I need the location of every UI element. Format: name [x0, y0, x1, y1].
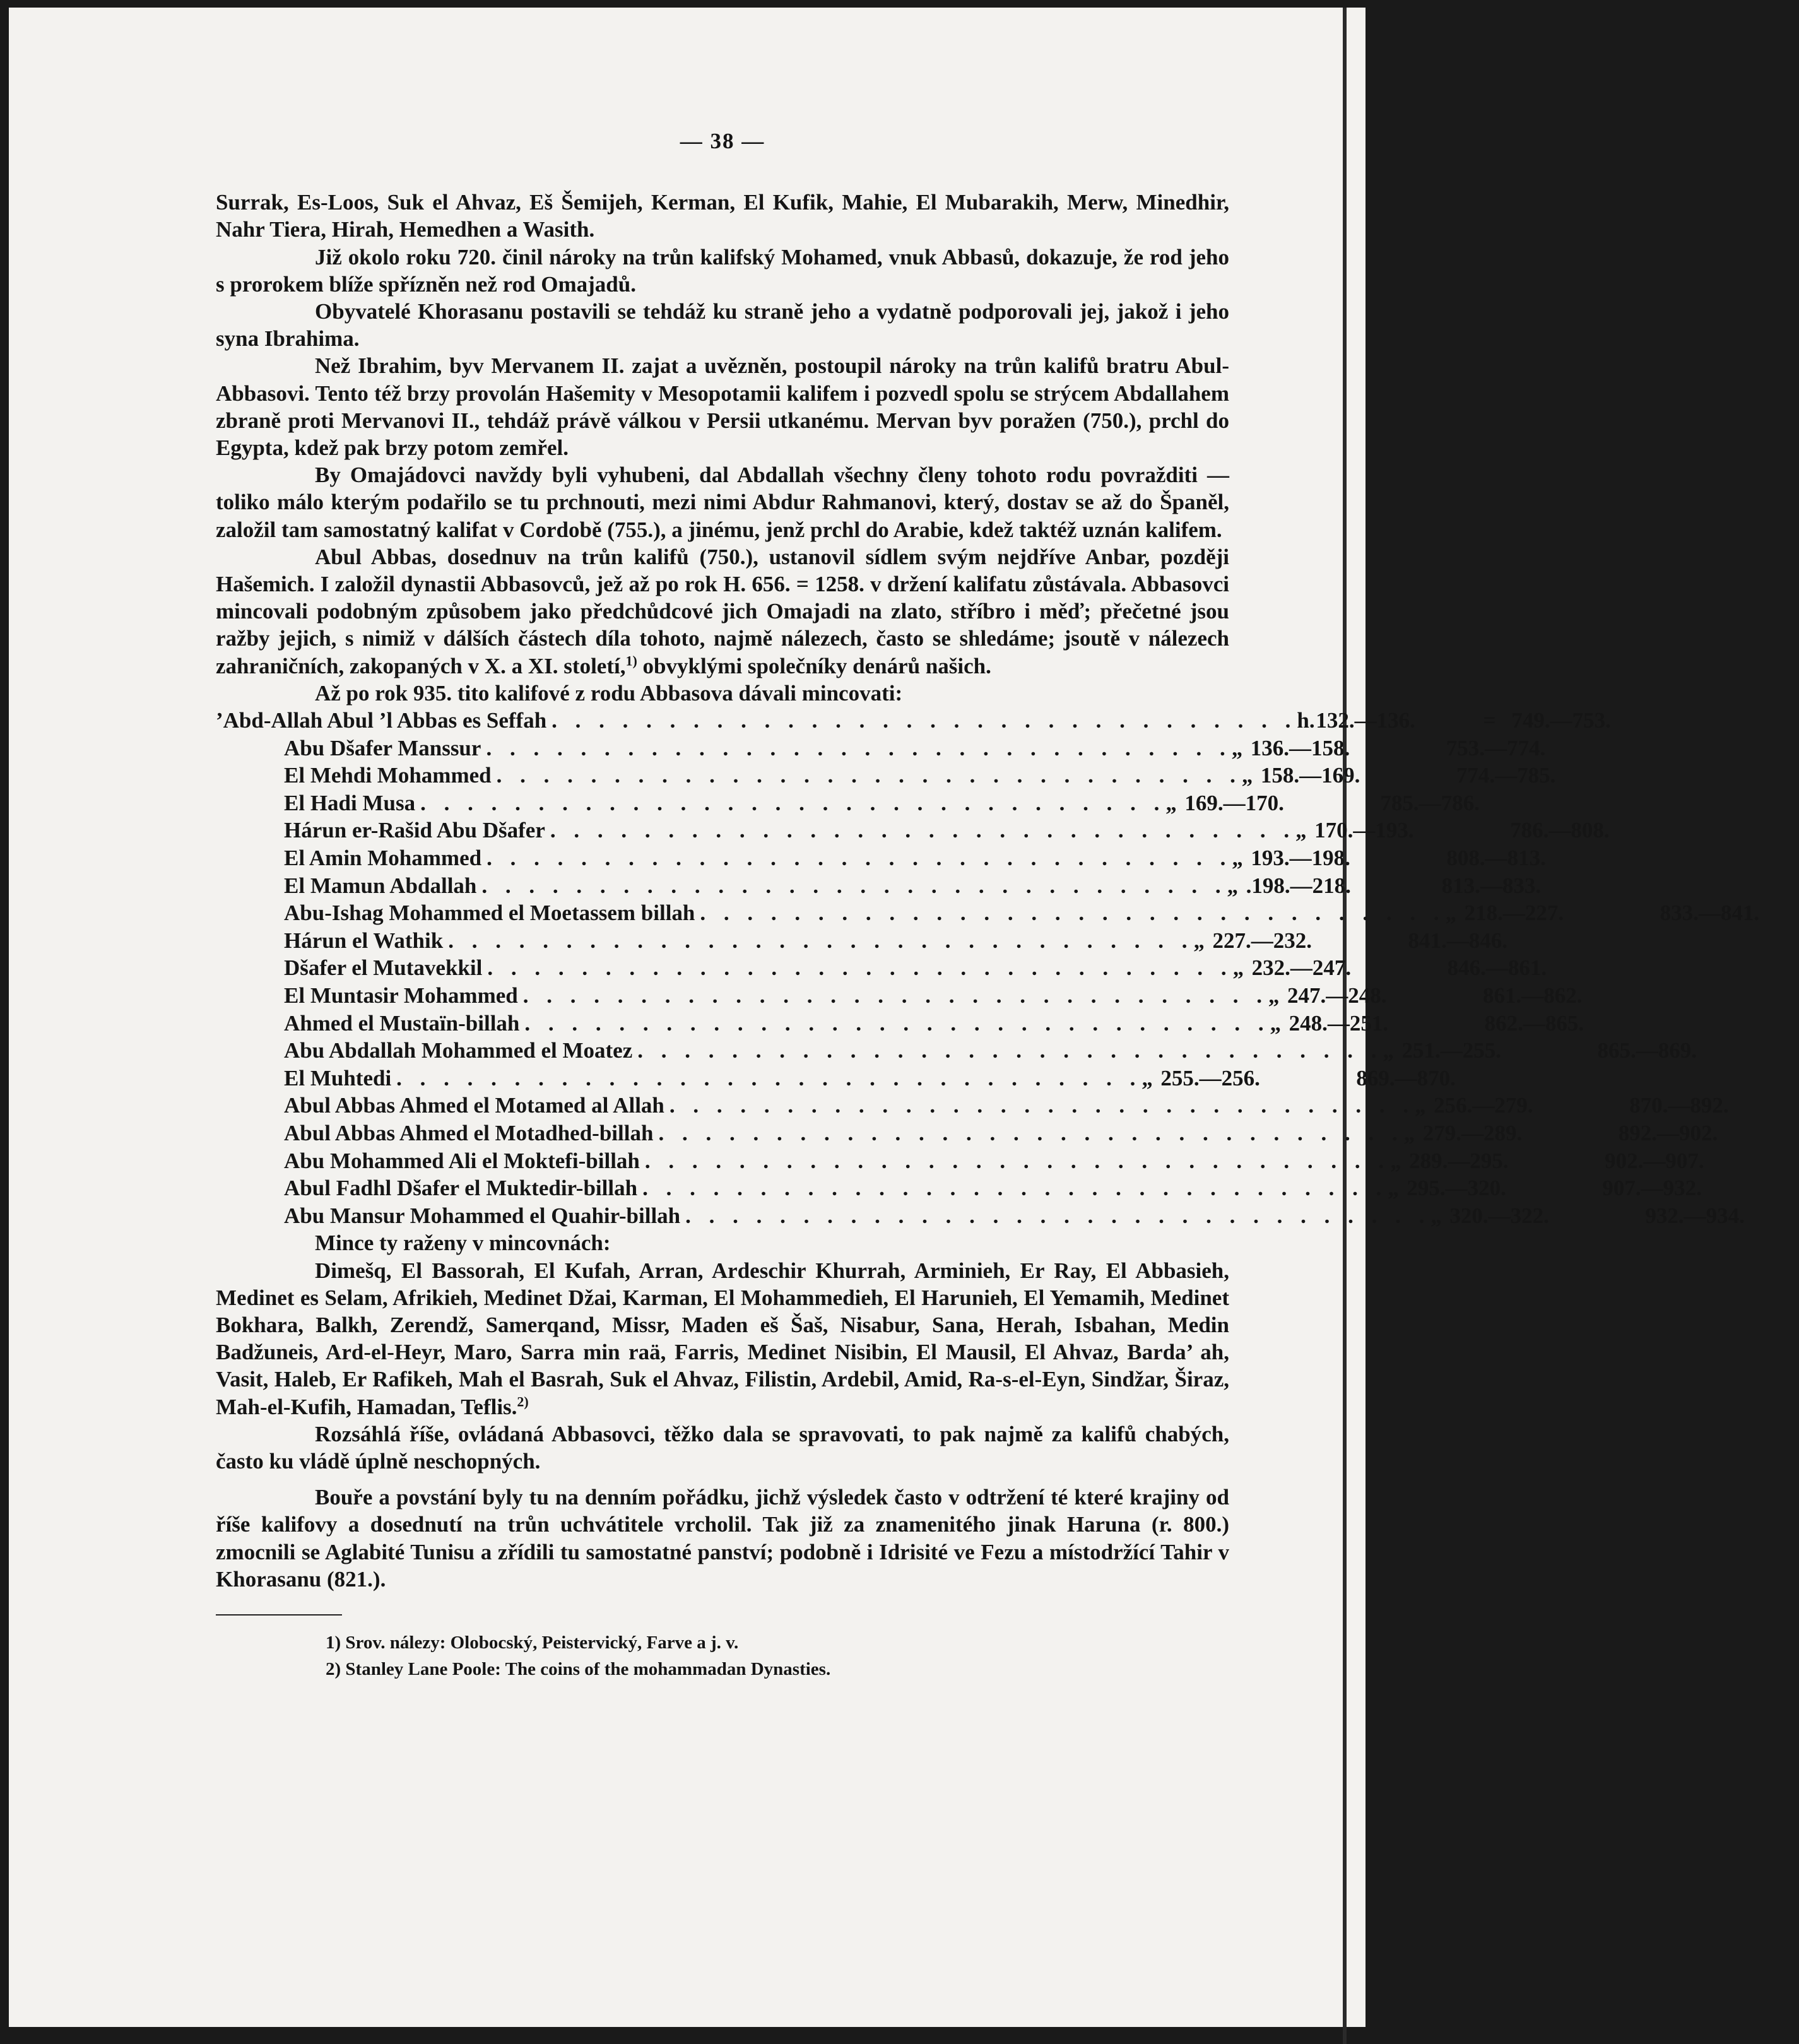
- footnote-2: 2) Stanley Lane Poole: The coins of the mohammadan Dynasties.: [326, 1658, 831, 1679]
- ce-years: 902.—907.: [1605, 1148, 1704, 1173]
- paragraph-revolts: Bouře a povstání byly tu na denním pořádku, jichž výsledek často v odtržení té které krajiny od říše kalifovy a dosednutí na trůn uchvátitele vrcholil. Tak již za znamenitého jinak Haruna (r. 800.) zmocnili se Aglabité Tunisu a zřídili tu samostatné panství; podobně i Idrisité ve Fezu a místodržící Tahir v Khorasanu (821.).: [216, 1485, 1229, 1592]
- ce-years: 774.—785.: [1456, 763, 1556, 788]
- page-number: — 38 —: [680, 129, 765, 153]
- hijri-years: 136.—158.: [1250, 735, 1350, 760]
- caliph-row: [216, 1092, 1729, 1119]
- era-mark: „: [1415, 1093, 1426, 1118]
- mints-list-text: Dimešq, El Bassorah, El Kufah, Arran, Ardeschir Khurrah, Arminieh, Er Ray, El Abbasieh, Medinet es Selam, Afrikieh, Medinet Džai, Karman, El Mohammedieh, El Harunieh, El Yemamih, Medinet Bokhara, Balkh, Zerendž, Samerqand, Missr, Maden eš Šaš, Nisabur, Sana, Herah, Isbahan, Medin Badžuneis, Ard-el-Heyr, Maro, Sarra min raä, Farris, Medinet Nisibin, El Mausil, El Ahvaz, Barda’ ah, Vasit, Haleb, Er Rafikeh, Mah el Basrah, Suk el Ahvaz, Filistin, Ardebil, Amid, Ra-s-el-Eyn, Sindžar, Širaz, Mah-el-Kufih, Hamadan, Teflis.: [216, 1258, 1229, 1419]
- hijri-years: 320.—322.: [1449, 1203, 1549, 1228]
- dot-leader: . . . . . . . . . . . . . . . . . . . . . . . . . . . . . . . .: [481, 873, 1227, 898]
- ce-years: 753.—774.: [1446, 735, 1546, 760]
- hijri-years: 169.—170.: [1184, 790, 1284, 815]
- footnote-rule: [216, 1614, 342, 1616]
- dot-leader: . . . . . . . . . . . . . . . . . . . . . . . . . . . . . . . .: [551, 708, 1297, 733]
- dot-leader: . . . . . . . . . . . . . . . . . . . . . . . . . . . . . . . .: [396, 1065, 1142, 1090]
- ce-years: 870.—892.: [1629, 1093, 1729, 1118]
- dot-leader: . . . . . . . . . . . . . . . . . . . . . . . . . . . . . . . .: [524, 1010, 1270, 1036]
- era-mark: „: [1268, 983, 1280, 1008]
- page-sheet: [9, 8, 1760, 2027]
- caliph-name: [216, 844, 1232, 871]
- hijri-years: 289.—295.: [1409, 1148, 1509, 1173]
- ce-years: 865.—869.: [1597, 1038, 1697, 1063]
- caliph-name: [216, 707, 1297, 734]
- caliph-row: [216, 762, 1556, 789]
- era-mark: „: [1445, 901, 1457, 926]
- ce-years: 833.—841.: [1660, 901, 1760, 926]
- caliph-name: [216, 789, 1165, 817]
- era-mark: „: [1141, 1065, 1153, 1090]
- caliph-name-text: Ahmed el Mustaïn-billah: [284, 1010, 520, 1036]
- ce-years: 892.—902.: [1618, 1120, 1718, 1145]
- hijri-years: 247.—248.: [1287, 983, 1387, 1008]
- caliph-name: [216, 982, 1268, 1009]
- caliph-name: [216, 1119, 1404, 1147]
- era-mark: h.: [1297, 708, 1315, 733]
- ce-years: 786.—808.: [1510, 818, 1610, 843]
- hijri-years: 279.—289.: [1422, 1120, 1523, 1145]
- caliph-name-text: El Muhtedi: [284, 1065, 392, 1090]
- caliph-row: [216, 817, 1610, 844]
- era-mark: „: [1403, 1120, 1415, 1145]
- caliph-row: [216, 927, 1507, 955]
- caliph-name-text: El Mehdi Mohammed: [284, 763, 492, 788]
- caliph-row: [216, 982, 1583, 1010]
- era-mark: „: [1430, 1203, 1442, 1228]
- caliph-row: [216, 1202, 1745, 1230]
- dot-leader: . . . . . . . . . . . . . . . . . . . . . . . . . . . . . . . .: [550, 818, 1296, 843]
- dot-leader: . . . . . . . . . . . . . . . . . . . . . . . . . . . . . . . .: [700, 901, 1446, 926]
- caliph-name-text: El Mamun Abdallah: [284, 873, 477, 898]
- caliph-name-text: El Hadi Musa: [284, 790, 416, 815]
- caliph-name-text: El Amin Mohammed: [284, 846, 482, 871]
- dot-leader: . . . . . . . . . . . . . . . . . . . . . . . . . . . . . . . .: [486, 735, 1232, 760]
- footnote-1: 1) Srov. nálezy: Olobocský, Peistervický, Farve a j. v.: [326, 1632, 739, 1653]
- caliph-name-text: Abu Mansur Mohammed el Quahir-billah: [284, 1203, 681, 1228]
- paragraph-2: Již okolo roku 720. činil nároky na trůn kalifský Mohamed, vnuk Abbasů, dokazuje, že rod jeho s prorokem blíže spřízněn než rod Omajadů.: [216, 244, 1229, 297]
- caliph-name-text: ’Abd-Allah Abul ’l Abbas es Seffah: [216, 708, 547, 733]
- caliph-name-text: Abul Abbas Ahmed el Motamed al Allah: [284, 1093, 664, 1118]
- era-mark: „: [1295, 818, 1307, 843]
- era-mark: „: [1232, 846, 1243, 871]
- paragraph-6-tail: obvyklými společníky denárů našich.: [637, 653, 991, 678]
- dot-leader: . . . . . . . . . . . . . . . . . . . . . . . . . . . . . . . .: [658, 1120, 1404, 1145]
- hijri-years: 218.—227.: [1464, 901, 1564, 926]
- caliph-name: [216, 817, 1295, 844]
- hijri-years: 158.—169.: [1260, 763, 1360, 788]
- ce-years: 861.—862.: [1483, 983, 1583, 1008]
- caliph-row: [216, 899, 1760, 927]
- dot-leader: . . . . . . . . . . . . . . . . . . . . . . . . . . . . . . . .: [487, 955, 1233, 981]
- mints-intro: Mince ty raženy v mincovnách:: [315, 1231, 611, 1256]
- caliph-row: [216, 1065, 1456, 1092]
- ce-years: 841.—846.: [1408, 928, 1507, 953]
- hijri-years: 255.—256.: [1160, 1065, 1260, 1090]
- hijri-years: 256.—279.: [1434, 1093, 1533, 1118]
- ce-years: 869.—870.: [1356, 1065, 1456, 1090]
- mints-list: [216, 1257, 1229, 1421]
- hijri-years: 295.—320.: [1407, 1176, 1506, 1201]
- ce-years: 907.—932.: [1602, 1176, 1702, 1201]
- caliph-row: [216, 1174, 1702, 1202]
- caliph-name: [216, 954, 1233, 981]
- ce-years: 808.—813.: [1446, 846, 1546, 871]
- hijri-years: 193.—198.: [1251, 846, 1350, 871]
- paragraph-5: By Omajádovci navždy byli vyhubeni, dal Abdallah všechny členy tohoto rodu povražditi — toliko málo kterým podařilo se tu prchnouti, mezi nimi Abdur Rahmanovi, který, dostav se až do Španěl, založil tam samostatný kalifat v Cordobě (755.), a jinému, jenž prchl do Arabie, kdež taktéž uznán kalifem.: [216, 463, 1229, 542]
- era-mark: „: [1241, 763, 1253, 788]
- caliph-name: [216, 1010, 1270, 1037]
- caliph-name: [216, 1037, 1383, 1064]
- caliph-row: [216, 954, 1547, 982]
- dot-leader: . . . . . . . . . . . . . . . . . . . . . . . . . . . . . . . .: [644, 1148, 1391, 1173]
- era-mark: „: [1165, 790, 1177, 815]
- era-mark: „: [1231, 735, 1243, 760]
- dot-leader: . . . . . . . . . . . . . . . . . . . . . . . . . . . . . . . .: [420, 790, 1166, 815]
- footnote-ref-2: 2): [517, 1393, 529, 1409]
- ce-years: 932.—934.: [1645, 1203, 1745, 1228]
- caliph-name-text: Abu Dšafer Manssur: [284, 735, 481, 760]
- caliph-name-text: Dšafer el Mutavekkil: [284, 955, 483, 981]
- caliph-name-text: Hárun er-Rašid Abu Dšafer: [284, 818, 545, 843]
- caliph-name: [216, 872, 1227, 899]
- dot-leader: . . . . . . . . . . . . . . . . . . . . . . . . . . . . . . . .: [637, 1038, 1383, 1063]
- caliph-row: [216, 1037, 1697, 1065]
- caliph-row: [216, 1010, 1584, 1037]
- ce-years: 813.—833.: [1441, 873, 1542, 898]
- ce-years: 862.—865.: [1484, 1010, 1584, 1036]
- caliph-name: [216, 735, 1232, 762]
- paragraph-4: Než Ibrahim, byv Mervanem II. zajat a uvězněn, postoupil nároky na trůn kalifů bratru Abul-Abbasovi. Tento též brzy provolán Hašemity v Mesopotamii kalifem i pozvedl spolu se strýcem Abdallahem zbraně proti Mervanovi II., tehdáž právě válkou v Persii utkanému. Mervan byv poražen (750.), prchl do Egypta, kdež pak brzy potom zemřel.: [216, 353, 1229, 461]
- era-mark: „: [1227, 873, 1239, 898]
- caliph-row: [216, 1147, 1704, 1175]
- footnote-ref-1: 1): [625, 653, 637, 668]
- hijri-years: .198.—218.: [1246, 873, 1351, 898]
- era-mark: „: [1232, 955, 1244, 981]
- ce-years: 785.—786.: [1380, 790, 1480, 815]
- hijri-years: 248.—251.: [1289, 1010, 1389, 1036]
- paragraph-6-text: Abul Abbas, dosednuv na trůn kalifů (750.), ustanovil sídlem svým nejdříve Anbar, později Hašemich. I založil dynastii Abbasovců, jež až po rok H. 656. = 1258. v držení kalifatu zůstávala. Abbasovci mincovali podobným způsobem jako předchůdcové jich Omajadi na zlato, stříbro i měď; přečetné jsou ražby jejich, s nimiž v dálších částech díla tohoto, najmě nálezech, často se shledáme; jsoutě v nálezech zahraničních, zakopaných v X. a XI. století,: [216, 544, 1229, 678]
- era-mark: „: [1270, 1010, 1282, 1036]
- hijri-years: 132.—136.: [1316, 708, 1415, 733]
- caliph-name: [216, 1147, 1390, 1174]
- caliph-name: [216, 1092, 1415, 1119]
- paragraph-3: Obyvatelé Khorasanu postavili se tehdáž ku straně jeho a vydatně podporovali jej, jakož i jeho syna Ibrahima.: [216, 299, 1229, 351]
- caliph-name: [216, 927, 1193, 954]
- caliphs-intro: Až po rok 935. tito kalifové z rodu Abbasova dávali mincovati:: [315, 680, 903, 706]
- era-mark: „: [1390, 1148, 1401, 1173]
- dot-leader: . . . . . . . . . . . . . . . . . . . . . . . . . . . . . . . .: [685, 1203, 1431, 1228]
- caliph-name: [216, 1065, 1141, 1092]
- caliph-name-text: El Muntasir Mohammed: [284, 983, 518, 1008]
- caliph-row: [216, 707, 1611, 735]
- era-mark: „: [1388, 1176, 1399, 1201]
- hijri-years: 232.—247.: [1251, 955, 1352, 981]
- caliph-row: [216, 872, 1542, 900]
- caliph-name: [216, 762, 1242, 789]
- caliph-table: [216, 707, 1760, 1229]
- caliph-row: [216, 1119, 1718, 1147]
- era-mark: „: [1193, 928, 1205, 953]
- paragraph-1: Surrak, Es-Loos, Suk el Ahvaz, Eš Šemijeh, Kerman, El Kufik, Mahie, El Mubarakih, Merw, Minedhir, Nahr Tiera, Hirah, Hemedhen a Wasith.: [216, 190, 1229, 242]
- ce-years: 846.—861.: [1447, 955, 1547, 981]
- caliph-row: [216, 789, 1480, 817]
- ce-years: 749.—753.: [1511, 708, 1611, 733]
- page-content: [216, 127, 1760, 1682]
- dot-leader: . . . . . . . . . . . . . . . . . . . . . . . . . . . . . . . .: [487, 846, 1232, 871]
- dot-leader: . . . . . . . . . . . . . . . . . . . . . . . . . . . . . . . .: [448, 928, 1194, 953]
- paragraph-6: [216, 543, 1229, 680]
- caliph-row: [216, 844, 1546, 872]
- caliph-name-text: Hárun el Wathik: [284, 928, 444, 953]
- dot-leader: . . . . . . . . . . . . . . . . . . . . . . . . . . . . . . . .: [496, 763, 1242, 788]
- hijri-years: 227.—232.: [1212, 928, 1312, 953]
- caliph-name-text: Abu Mohammed Ali el Moktefi-billah: [284, 1148, 640, 1173]
- dot-leader: . . . . . . . . . . . . . . . . . . . . . . . . . . . . . . . .: [522, 983, 1268, 1008]
- dot-leader: . . . . . . . . . . . . . . . . . . . . . . . . . . . . . . . .: [669, 1093, 1415, 1118]
- caliph-name-text: Abu-Ishag Mohammed el Moetassem billah: [284, 901, 695, 926]
- caliph-row: [216, 735, 1546, 762]
- hijri-years: 170.—193.: [1314, 818, 1414, 843]
- era-mark: „: [1383, 1038, 1394, 1063]
- equals-sign: =: [1483, 708, 1496, 733]
- caliph-name: [216, 1174, 1388, 1202]
- caliph-name: [216, 899, 1446, 926]
- caliph-name: [216, 1202, 1430, 1229]
- dot-leader: . . . . . . . . . . . . . . . . . . . . . . . . . . . . . . . .: [642, 1176, 1388, 1201]
- caliph-name-text: Abul Abbas Ahmed el Motadhed-billah: [284, 1120, 654, 1145]
- caliph-name-text: Abul Fadhl Dšafer el Muktedir-billah: [284, 1176, 638, 1201]
- hijri-years: 251.—255.: [1401, 1038, 1501, 1063]
- paragraph-empire: Rozsáhlá říše, ovládaná Abbasovci, těžko dala se spravovati, to pak najmě za kalifů chabých, často ku vládě úplně neschopných.: [216, 1421, 1229, 1474]
- caliph-name-text: Abu Abdallah Mohammed el Moatez: [284, 1038, 633, 1063]
